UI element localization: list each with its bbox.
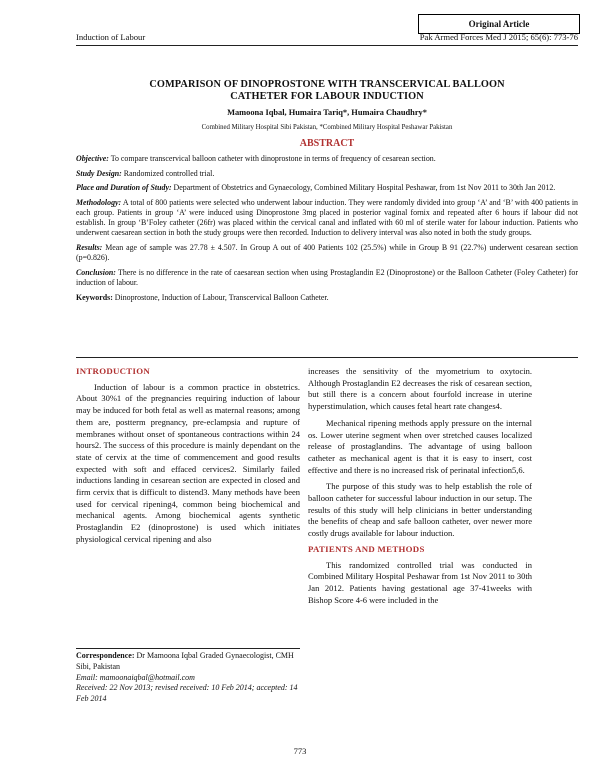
results-text: Mean age of sample was 27.78 ± 4.507. In Group A out of 400 Patients 102 (25.5%) while in Group B 91 (22.7%) underwent cesarean section (p=0.826). <box>76 242 578 263</box>
abstract-keywords <box>76 293 578 303</box>
title-line-1: COMPARISON OF DINOPROSTONE WITH TRANSCERVICAL BALLOON <box>149 79 505 90</box>
design-label: Study Design: <box>76 168 122 178</box>
correspondence-text: Dr Mamoona Iqbal Graded Gynaecologist, CMH Sibi, Pakistan <box>76 651 294 671</box>
objective-text: To compare transcervical balloon catheter with dinoprostone in terms of frequency of cesarean section. <box>108 154 436 163</box>
article-type-badge: Original Article <box>418 14 580 34</box>
running-header-left: Induction of Labour <box>76 32 146 42</box>
title-line-2: CATHETER FOR LABOUR INDUCTION <box>230 90 424 102</box>
abstract-heading: ABSTRACT <box>299 138 355 149</box>
abstract-conclusion <box>76 268 578 288</box>
correspondence-label: Correspondence: <box>76 651 135 660</box>
abstract-divider <box>76 357 578 358</box>
abstract-design <box>76 169 578 179</box>
abstract-body <box>76 154 578 307</box>
abstract-objective <box>76 154 578 164</box>
methodology-label: Methodology: <box>76 197 122 207</box>
keywords-label: Keywords: <box>76 292 113 302</box>
design-text: Randomized controlled trial. <box>121 168 215 178</box>
results-label: Results: <box>76 242 103 252</box>
introduction-heading: INTRODUCTION <box>76 366 150 376</box>
right-column <box>308 366 532 606</box>
abstract-results <box>76 243 578 263</box>
introduction-paragraph: Induction of labour is a common practice in obstetrics. About 30%1 of the pregnancies requiring induction of labour may be induced for both fetal as well as maternal reasons; among them are, postterm pregnancy, pre-eclampsia and rupture of membranes without onset of spontaneous contractions within 24 hours2. The success of this procedure is mainly dependant on the state of cervix at the time of commencement and good results expected with soft and effaced cervices2. Similarly failed inductions landing in cesarean section are expected in closed and firm cervix that is difficult to distend3. Many methods have been used for cervical ripening4, common being biochemical and mechanical agents. Among biochemical agents synthetic Prostaglandin E2 (dinoprostone) is used which initiates physiological cervical ripening and also <box>76 381 300 544</box>
left-column <box>76 366 300 546</box>
correspondence-note <box>76 651 300 705</box>
abstract-place <box>76 183 578 193</box>
methodology-text: A total of 800 patients were selected who underwent labour induction. They were randomly divided into group ‘A’ and ‘B’ with 400 patients in each group. Patients in group ‘A’ were induced using Dinoprostone 3mg placed in posterior vaginal fornix and repeated after 6 hours if labour did not establish. In group ‘B’Foley catheter (26fr) was placed within the cervical canal and inflated with 60 ml of sterile water for labour induction. Patients who underwent caesarean section in both the study groups were then recorded. Induction to delivery interval was also noted in both the study groups. <box>76 197 578 238</box>
article-title <box>76 79 578 102</box>
conclusion-text: There is no difference in the rate of caesarean section when using Prostaglandin E2 (Dinoprostone) or the Balloon Catheter (Foley Catheter) for induction of labour. <box>76 267 578 287</box>
header-divider <box>76 45 578 46</box>
running-header-right: Pak Armed Forces Med J 2015; 65(6): 773-76 <box>419 32 578 42</box>
right-paragraph-3: The purpose of this study was to help establish the role of balloon catheter for successful labour induction in our setup. The results of this study will help clinicians in better understanding the benefits of cheap and safe balloon catheter, over newer more costly drugs available for labour induction. <box>308 481 532 539</box>
correspondence-line <box>76 651 300 673</box>
correspondence-email: Email: mamoonaiqbal@hotmail.com <box>76 672 195 682</box>
place-label: Place and Duration of Study: <box>76 183 172 193</box>
author-list: Mamoona Iqbal, Humaira Tariq*, Humaira Chaudhry* <box>227 108 427 117</box>
place-text: Department of Obstetrics and Gynaecology, Combined Military Hospital Peshawar, from 1st Nov 2011 to 30th Jan 2012. <box>171 183 556 193</box>
affiliations: Combined Military Hospital Sibi Pakistan, *Combined Military Hospital Peshawar Pakistan <box>201 124 453 131</box>
page-number: 773 <box>293 746 307 756</box>
submission-dates: Received: 22 Nov 2013; revised received: 10 Feb 2014; accepted: 14 Feb 2014 <box>76 683 298 704</box>
keywords-text: Dinoprostone, Induction of Labour, Transcervical Balloon Catheter. <box>112 292 329 302</box>
right-paragraph-2: Mechanical ripening methods apply pressure on the internal os. Lower uterine segment when over stretched causes localized release of prostaglandins. The advantage of using balloon catheter as mechanical agent is that it is easy to insert, cost effective and there is no increased risk of perinatal infection5,6. <box>308 417 532 475</box>
methods-heading: PATIENTS AND METHODS <box>308 543 425 554</box>
footnote-divider <box>76 648 300 649</box>
right-paragraph-1: increases the sensitivity of the myometrium to oxytocin. Although Prostaglandin E2 decreases the risk of cesarean section, but still there is a concern about fourfold increase in uterine hyperstimulation, which causes fetal heart rate changes4. <box>308 366 532 412</box>
abstract-methodology <box>76 198 578 239</box>
objective-label: Objective: <box>76 154 109 163</box>
methods-paragraph: This randomized controlled trial was conducted in Combined Military Hospital Peshawar from 1st Nov 2011 to 30th Jan 2012. Patients having gestational age 37-41weeks with Bishop Score 4-6 were included in the <box>308 559 532 605</box>
conclusion-label: Conclusion: <box>76 267 116 277</box>
